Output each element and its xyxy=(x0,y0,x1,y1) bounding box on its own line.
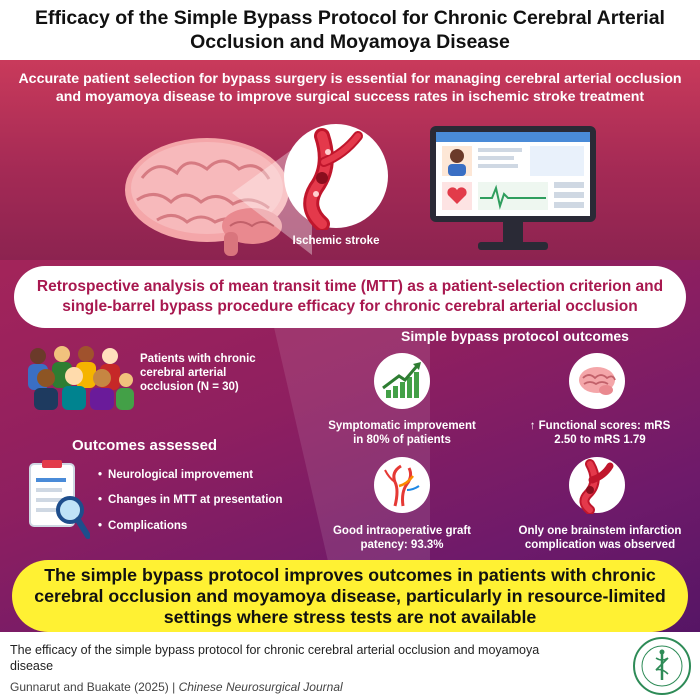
intro-panel xyxy=(0,60,700,260)
clipboard-magnifier-icon xyxy=(26,458,90,540)
citation-title: The efficacy of the simple bypass protocol for chronic cerebral arterial occlusion and moyamoya disease xyxy=(10,643,540,673)
outcome-assessed-item: • Changes in MTT at presentation xyxy=(98,494,282,506)
vessel-graft-icon xyxy=(373,456,431,514)
ischemic-stroke-icon xyxy=(282,122,390,230)
page-title: Efficacy of the Simple Bypass Protocol for Chronic Cerebral Arterial Occlusion and Moyamoya Disease xyxy=(0,0,700,60)
stroke-label: Ischemic stroke xyxy=(292,235,380,247)
outcome-complication: Only one brainstem infarction complication was observed xyxy=(518,525,682,551)
outcome-assessed-item: • Neurological improvement xyxy=(98,469,253,481)
conclusion-box: The simple bypass protocol improves outcomes in patients with chronic cerebral occlusion and moyamoya disease, particularly in resource-limited settings where stress tests are not available xyxy=(12,560,688,632)
outcome-symptomatic: Symptomatic improvement in 80% of patients xyxy=(328,420,476,446)
patients-group-icon xyxy=(22,342,134,410)
brain-icon xyxy=(568,352,626,410)
citation-authors: Gunnarut and Buakate (2025) xyxy=(10,680,169,694)
citation-separator: | xyxy=(168,680,179,694)
patients-label: Patients with chronic cerebral arterial occlusion (N = 30) xyxy=(140,353,256,393)
artery-clot-icon xyxy=(568,456,626,514)
intro-text: Accurate patient selection for bypass surgery is essential for managing cerebral arterial occlusion and moyamoya disease to improve surgical success rates in ischemic stroke treatment xyxy=(18,71,682,105)
outcome-functional: ↑ Functional scores: mRS 2.50 to mRS 1.79 xyxy=(529,420,671,446)
chinese-medical-association-logo-icon xyxy=(632,636,692,696)
protocol-outcomes-heading: Simple bypass protocol outcomes xyxy=(401,328,629,344)
journal-name: Chinese Neurosurgical Journal xyxy=(178,680,343,694)
study-banner: Retrospective analysis of mean transit time (MTT) as a patient-selection criterion and single-barrel bypass procedure efficacy for chronic cerebral arterial occlusion xyxy=(14,266,686,328)
outcome-graft-patency: Good intraoperative graft patency: 93.3% xyxy=(332,525,472,551)
citation xyxy=(10,680,343,694)
growth-chart-icon xyxy=(373,352,431,410)
monitor-icon xyxy=(428,124,598,254)
outcomes-assessed-heading: Outcomes assessed xyxy=(72,437,218,454)
footer xyxy=(0,632,700,700)
outcome-assessed-item: • Complications xyxy=(98,520,187,532)
